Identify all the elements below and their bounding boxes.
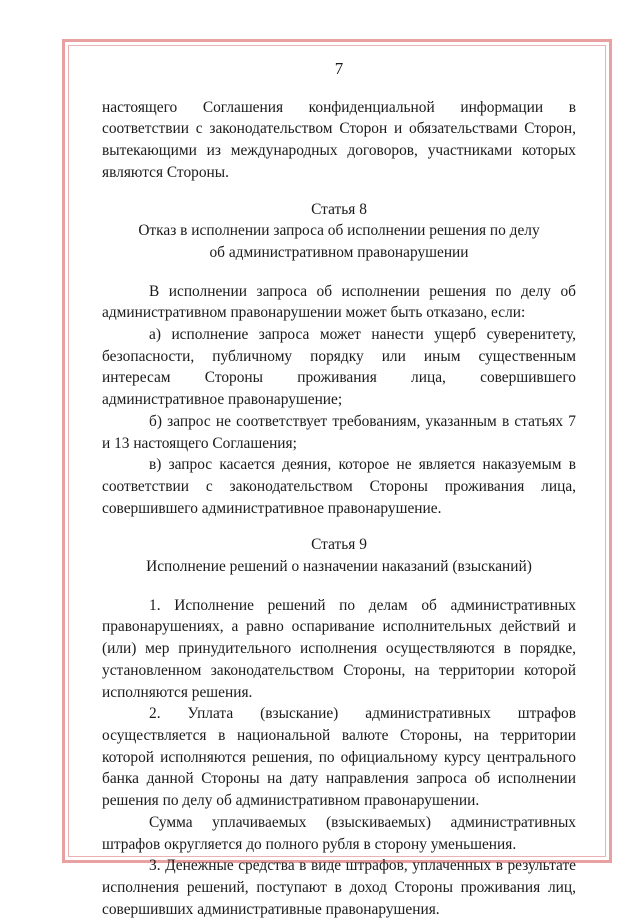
article-8-item-b: б) запрос не соответствует требованиям, указанным в статьях 7 и 13 настоящего Соглашения; bbox=[102, 412, 576, 452]
article-9-paragraph-1: 1. Исполнение решений по делам об административных правонарушениях, а равно оспаривание исполнительных действий и (или) мер принудительного исполнения осуществляются в порядке, установленном законодательством Стороны, на территории которой исполняются решения. bbox=[102, 596, 576, 701]
article-8-title: Статья 8 bbox=[311, 200, 367, 218]
article-9-heading: Исполнение решений о назначении наказаний (взысканий) bbox=[146, 558, 532, 576]
continuation-paragraph: настоящего Соглашения конфиденциальной информации в соответствии с законодательством Сторон и обязательствами Сторон, вытекающими из международных договоров, участниками которых являются Стороны. bbox=[102, 98, 576, 181]
article-9-paragraph-2b: Сумма уплачиваемых (взыскиваемых) административных штрафов округляется до полного рубля в сторону уменьшения. bbox=[102, 813, 576, 853]
article-8-heading-line2: об административном правонарушении bbox=[209, 243, 469, 261]
article-8-item-c: в) запрос касается деяния, которое не является наказуемым в соответствии с законодательством Стороны проживания лица, совершившего административное правонарушение. bbox=[102, 456, 576, 517]
document-body bbox=[102, 58, 576, 920]
article-9-paragraph-3: 3. Денежные средства в виде штрафов, уплаченных в результате исполнения решений, поступают в доход Стороны проживания лиц, совершивших административные правонарушения. bbox=[102, 857, 576, 918]
article-8-intro: В исполнении запроса об исполнении решения по делу об административном правонарушении может быть отказано, если: bbox=[102, 282, 576, 322]
page-number: 7 bbox=[334, 59, 344, 78]
article-9-paragraph-2: 2. Уплата (взыскание) административных штрафов осуществляется в национальной валюте Стороны, на территории которой исполняются решения, по официальному курсу центрального банка данной Стороны на дату направления запроса об исполнении решения по делу об административном правонарушении. bbox=[102, 705, 576, 810]
article-8-item-a: а) исполнение запроса может нанести ущерб суверенитету, безопасности, публичному порядку или иным существенным интересам Стороны проживания лица, совершившего административное правонарушение; bbox=[102, 326, 576, 409]
article-8-heading-line1: Отказ в исполнении запроса об исполнении решения по делу bbox=[138, 222, 540, 240]
article-9-title: Статья 9 bbox=[311, 536, 367, 554]
